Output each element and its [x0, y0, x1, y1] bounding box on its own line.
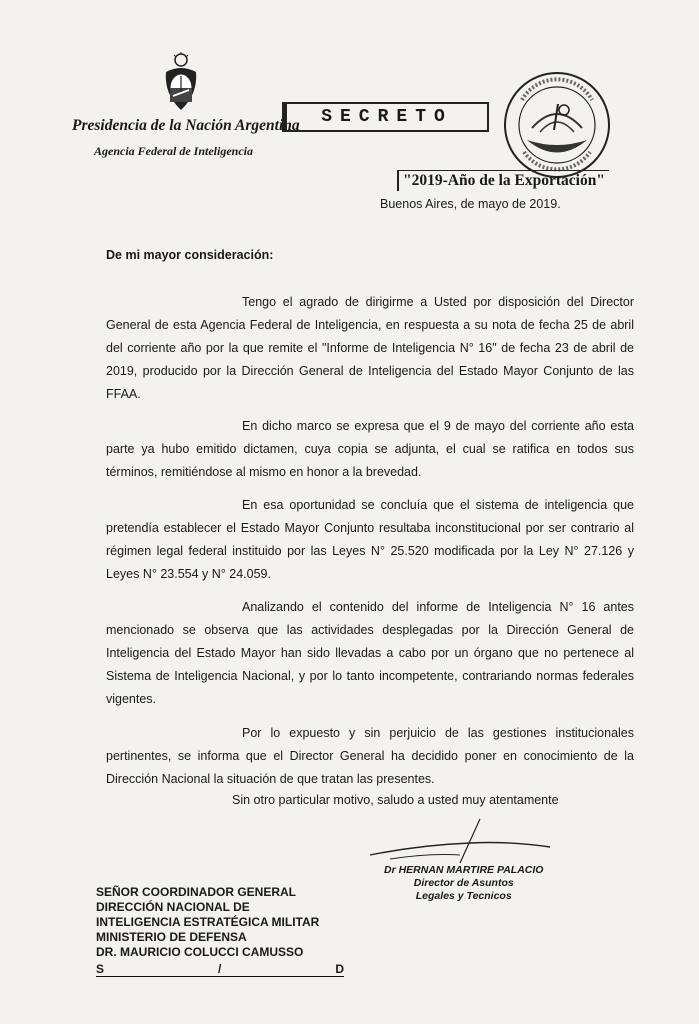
paragraph-3: En esa oportunidad se concluía que el sistema de inteligencia que pretendía establecer el Estado Mayor Conjunto resultaba inconstitucional por ser contrario al régimen legal federal instituido por las Leyes N° 25.520 modificada por la Ley N° 27.126 y Leyes N° 23.554 y N° 24.059.	[106, 498, 634, 581]
agencia-subtitle: Agencia Federal de Inteligencia	[94, 144, 253, 158]
secreto-stamp: SECRETO	[282, 102, 489, 132]
recipient-line: DIRECCIÓN NACIONAL DE	[96, 900, 250, 914]
recipient-line: INTELIGENCIA ESTRATÉGICA MILITAR	[96, 915, 320, 929]
lugar-fecha: Buenos Aires, de mayo de 2019.	[380, 197, 561, 211]
paragraph-2: En dicho marco se expresa que el 9 de mayo del corriente año esta parte ya hubo emitido dictamen, cuya copia se adjunta, el cual se ratifica en todos sus términos, remitiéndose al mismo en honor a la brevedad.	[106, 419, 634, 479]
anio-lema-stamp: "2019-Año de la Exportación"	[397, 170, 609, 191]
coat-of-arms-emblem	[160, 52, 202, 114]
signatory-role-1: Director de Asuntos	[413, 877, 514, 889]
paragraph-5: Por lo expuesto y sin perjuicio de las gestiones institucionales pertinentes, se informa que el Director General ha decidido poner en conocimiento de la Dirección Nacional la situación de que tratan las presentes.	[106, 726, 634, 786]
signatory-name: Dr HERNAN MARTIRE PALACIO	[384, 864, 544, 876]
sd-line	[96, 962, 344, 977]
signatory-role-2: Legales y Tecnicos	[415, 890, 512, 902]
saludo: De mi mayor consideración:	[106, 248, 274, 262]
sd-s: S	[96, 962, 105, 976]
organismo-title: Presidencia de la Nación Argentina	[72, 117, 300, 134]
signatory-block	[384, 864, 543, 903]
paragraph-4: Analizando el contenido del informe de Inteligencia N° 16 antes mencionado se observa que las actividades desplegadas por la Dirección General de Inteligencia del Estado Mayor han sido llevadas a cabo por un órgano que no pertenece al Sistema de Inteligencia Nacional, y por lo tanto incompetente, contrariando normas federales vigentes.	[106, 600, 634, 706]
sd-d: D	[335, 962, 344, 976]
recipient-block	[96, 885, 319, 960]
paragraph-1: Tengo el agrado de dirigirme a Usted por disposición del Director General de esta Agencia Federal de Inteligencia, en respuesta a su nota de fecha 25 de abril del corriente año por la que remite el "Informe de Inteligencia N° 16" de fecha 23 de abril de 2019, producido por la Dirección General de Inteligencia del Estado Mayor Conjunto de las FFAA.	[106, 295, 634, 401]
recipient-line: DR. MAURICIO COLUCCI CAMUSSO	[96, 945, 304, 959]
closing-line: Sin otro particular motivo, saludo a usted muy atentamente	[232, 793, 559, 807]
recipient-line: SEÑOR COORDINADOR GENERAL	[96, 885, 297, 899]
recipient-line: MINISTERIO DE DEFENSA	[96, 930, 247, 944]
agency-seal-emblem	[502, 70, 612, 180]
sd-slash: /	[218, 962, 222, 976]
